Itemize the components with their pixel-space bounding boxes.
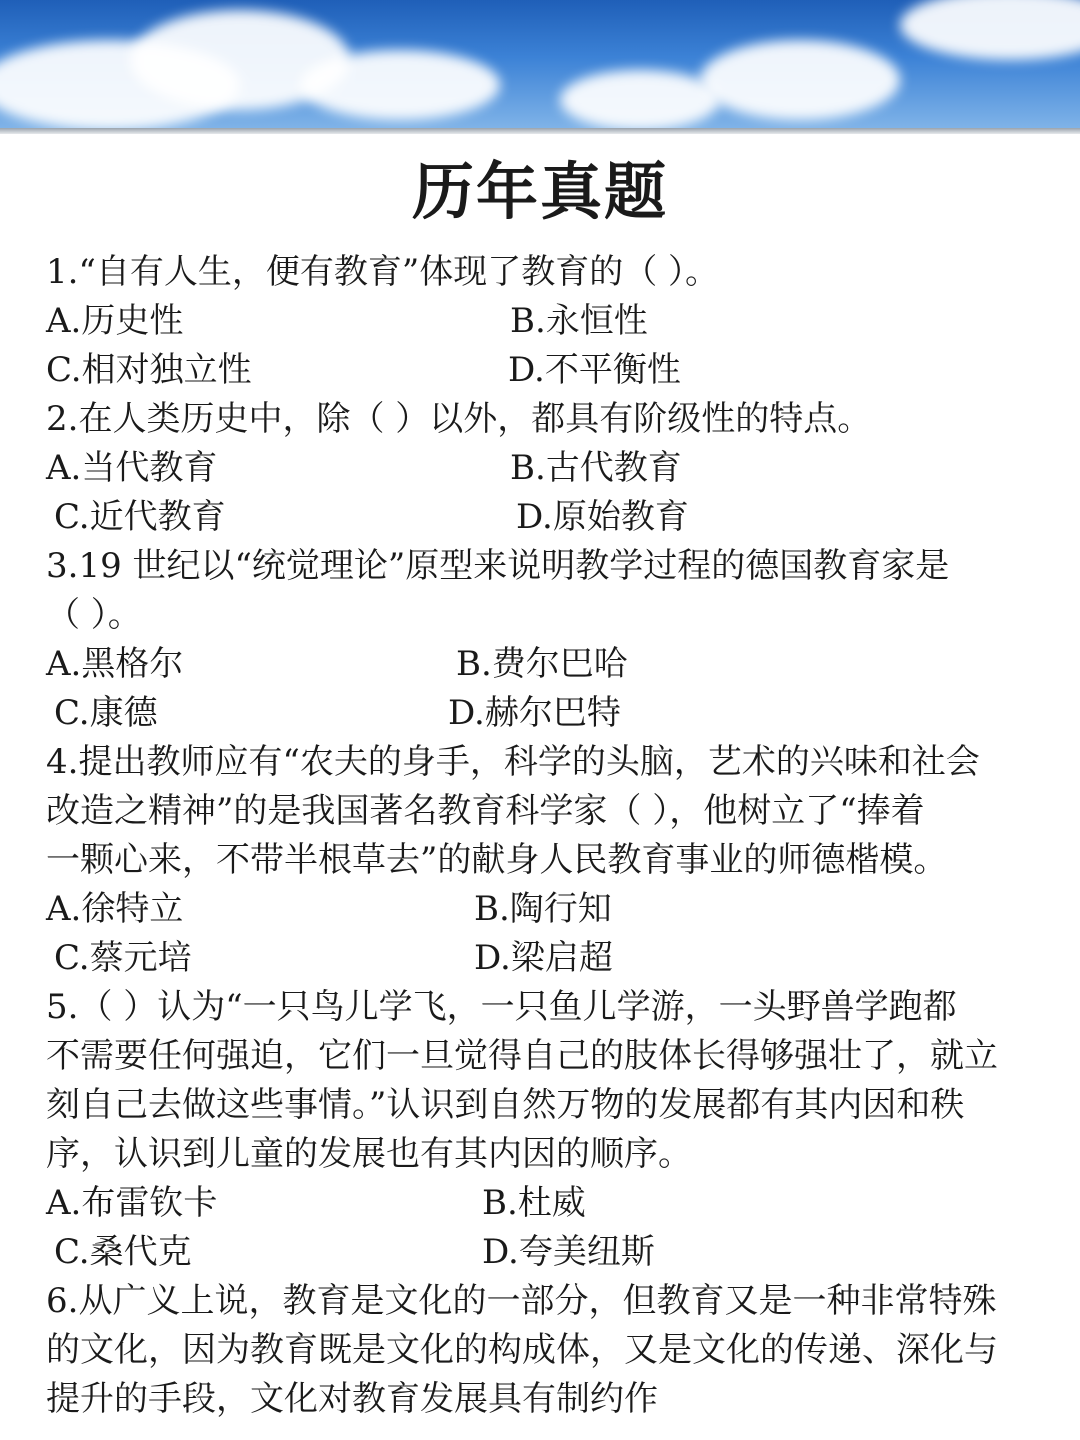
cloud-shape xyxy=(560,70,720,128)
cloud-shape xyxy=(900,0,1080,60)
question-5-text: 不需要任何强迫，它们一旦觉得自己的肢体长得够强壮了，就立 xyxy=(46,1036,998,1076)
question-4-text: 改造之精神”的是我国著名教育科学家（ ），他树立了“捧着 xyxy=(46,791,925,831)
question-6-text: 的文化，因为教育既是文化的构成体，又是文化的传递、深化与 xyxy=(46,1330,998,1370)
question-1-option-c: C.相对独立性 xyxy=(46,350,252,390)
question-3-option-d: D.赫尔巴特 xyxy=(448,693,621,733)
question-4-text: 4.提出教师应有“农夫的身手，科学的头脑，艺术的兴味和社会 xyxy=(46,742,980,782)
question-3-option-b: B.费尔巴哈 xyxy=(456,644,628,684)
question-4-text: 一颗心来，不带半根草去”的献身人民教育事业的师德楷模。 xyxy=(46,840,948,880)
question-2-option-b: B.古代教育 xyxy=(510,448,682,488)
question-4-option-d: D.梁启超 xyxy=(474,938,613,978)
question-4-option-b: B.陶行知 xyxy=(474,889,612,929)
question-5-option-c: C.桑代克 xyxy=(54,1232,192,1272)
question-5-text: 序，认识到儿童的发展也有其内因的顺序。 xyxy=(46,1134,692,1174)
page-title: 历年真题 xyxy=(411,155,668,228)
question-5-text: 刻自己去做这些事情。”认识到自然万物的发展都有其内因和秩 xyxy=(46,1085,965,1125)
sky-banner xyxy=(0,0,1080,128)
question-3-option-a: A.黑格尔 xyxy=(46,644,184,684)
question-4-option-c: C.蔡元培 xyxy=(54,938,192,978)
question-5-option-d: D.夸美纽斯 xyxy=(482,1232,655,1272)
question-5-option-a: A.布雷钦卡 xyxy=(46,1183,218,1223)
question-4-option-a: A.徐特立 xyxy=(46,889,184,929)
cloud-shape xyxy=(300,50,500,120)
banner-divider xyxy=(0,128,1080,134)
cloud-shape xyxy=(700,40,900,120)
question-3-text: （ ）。 xyxy=(46,595,142,635)
question-1-option-d: D.不平衡性 xyxy=(508,350,681,390)
question-2-text: 2.在人类历史中，除（ ）以外，都具有阶级性的特点。 xyxy=(46,399,872,439)
question-3-text: 3.19 世纪以“统觉理论”原型来说明教学过程的德国教育家是 xyxy=(46,546,950,586)
question-5-text: 5.（ ）认为“一只鸟儿学飞，一只鱼儿学游，一头野兽学跑都 xyxy=(46,987,957,1027)
question-2-option-d: D.原始教育 xyxy=(516,497,689,537)
question-1-option-b: B.永恒性 xyxy=(510,301,648,341)
question-3-option-c: C.康德 xyxy=(54,693,158,733)
question-6-text: 6.从广义上说，教育是文化的一部分，但教育又是一种非常特殊 xyxy=(46,1281,997,1321)
question-6-text: 提升的手段，文化对教育发展具有制约作 xyxy=(46,1379,658,1419)
question-5-option-b: B.杜威 xyxy=(482,1183,586,1223)
question-2-option-a: A.当代教育 xyxy=(46,448,218,488)
question-1-option-a: A.历史性 xyxy=(46,301,184,341)
question-2-option-c: C.近代教育 xyxy=(54,497,226,537)
question-1-text: 1.“自有人生，便有教育”体现了教育的（ ）。 xyxy=(46,252,720,292)
